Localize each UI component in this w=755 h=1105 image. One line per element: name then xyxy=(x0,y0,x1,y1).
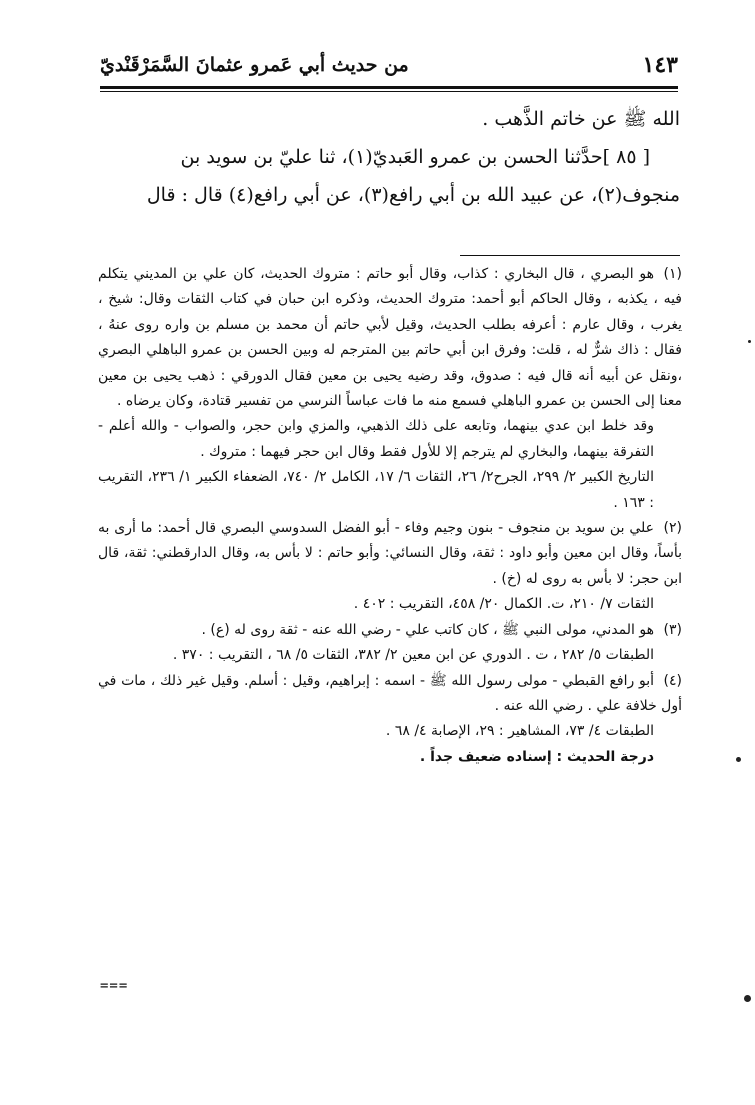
scan-speck xyxy=(748,340,751,343)
footnote-3-text: هو المدني، مولى النبي ﷺ ، كان كاتب علي - رضي الله عنه - ثقة روى له (ع) . xyxy=(201,621,654,638)
scan-speck xyxy=(736,757,741,762)
footnote-4-sources: الطبقات ٤/ ٧٣، المشاهير : ٢٩، الإصابة ٤/ ٦٨ . xyxy=(385,723,654,740)
footnote-4 xyxy=(98,669,682,720)
footnote-1-sources: التاريخ الكبير ٢/ ٢٩٩، الجرح٢/ ٢٦، الثقات ٦/ ١٧، الكامل ٢/ ٧٤٠، الضعفاء الكبير ١/ ٢٣٦، التقريب : ١٦٣ . xyxy=(98,469,654,511)
footnote-1 xyxy=(98,262,682,414)
footnote-4-text: أبو رافع القبطي - مولى رسول الله ﷺ - اسمه : إبراهيم، وقيل : أسلم. وقيل غير ذلك ، مات في أول خلافة علي . رضي الله عنه . xyxy=(98,672,682,714)
page-header xyxy=(100,52,678,86)
footnote-separator xyxy=(460,255,680,256)
hadith-85-line-2: منجوف(٢)، عن عبيد الله بن أبي رافع(٣)، عن أبي رافع(٤) قال : قال xyxy=(146,184,680,206)
header-rule xyxy=(100,86,678,89)
main-line-1: الله ﷺ عن خاتم الذَّهب . xyxy=(482,108,680,130)
footnote-3-number: (٣) xyxy=(663,621,682,638)
footnote-3-sources: الطبقات ٥/ ٢٨٢ ، ت . الدوري عن ابن معين ٢/ ٣٨٢، الثقات ٥/ ٦٨ ، التقريب : ٣٧٠ . xyxy=(172,647,654,664)
hadith-85-line-1: [ ٨٥ ]حدَّثنا الحسن بن عمرو العَبديّ(١)، ثنا عليّ بن سويد بن xyxy=(180,146,650,168)
running-title: من حديث أبي عَمرو عثمانَ السَّمَرْقَنْديّ xyxy=(100,54,409,76)
footnote-2 xyxy=(98,516,682,592)
header-rule-thin xyxy=(100,91,678,92)
scan-speck xyxy=(744,995,751,1002)
footnote-1-paragraph-2: وقد خلط ابن عدي بينهما، وتابعه على ذلك الذهبي، والمزي وابن حجر، والصواب - والله أعلم - التفرقة بينهما، والبخاري لم يترجم إلا للأول فقط وقال ابن حجر فيهما : متروك . xyxy=(98,418,654,460)
footnote-3 xyxy=(98,618,682,643)
footnote-2-sources: الثقات ٧/ ٢١٠، ت. الكمال ٢٠/ ٤٥٨، التقريب : ٤٠٢ . xyxy=(353,596,654,613)
hadith-grade: درجة الحديث : إسناده ضعيف جداً . xyxy=(419,748,654,765)
footnote-1-text: هو البصري ، قال البخاري : كذاب، وقال أبو حاتم : متروك الحديث، كان علي بن المديني يتكلم فيه ، يكذبه ، وقال الحاكم أبو أحمد: متروك الحديث، وذكره ابن حبان في كتاب الثقات وقال: شيخ ، يغرب ، وقال عارم : أعرفه بطلب الحديث، وقيل لأبي حاتم أن محمد بن مسلم بن واره روى عنهُ ، فقال : ذاك شرٌّ له ، قلت: وفرق ابن أبي حاتم بين المترجم له وبين الحسن بن عمرو الباهلي البصري ،ونقل عن أبيه أنه قال فيه : صدوق، وقد رضيه يحيى بن معين فقال الدورقي : ذهب يحيى بن معين معنا إلى الحسن بن عمرو الباهلي فسمع منه ما فات عباساً النرسي من تفسير قتادة، وكان يرضاه . xyxy=(98,266,682,410)
main-text xyxy=(100,100,680,214)
footnotes xyxy=(98,262,682,770)
footnote-2-number: (٢) xyxy=(663,520,682,537)
page-number: ١٤٣ xyxy=(642,52,678,78)
footnote-2-text: علي بن سويد بن منجوف - بنون وجيم وفاء - أبو الفضل السدوسي البصري قال أحمد: ما أرى به بأساً، وقال ابن معين وأبو داود : ثقة، وقال النسائي: وأبو حاتم : لا بأس به، وقال الدارقطني: ثقة، قال ابن حجر: لا بأس به روى له (خ) . xyxy=(98,520,682,587)
end-marker: === xyxy=(100,978,129,994)
footnote-1-number: (١) xyxy=(663,266,682,282)
footnote-4-number: (٤) xyxy=(663,672,682,689)
